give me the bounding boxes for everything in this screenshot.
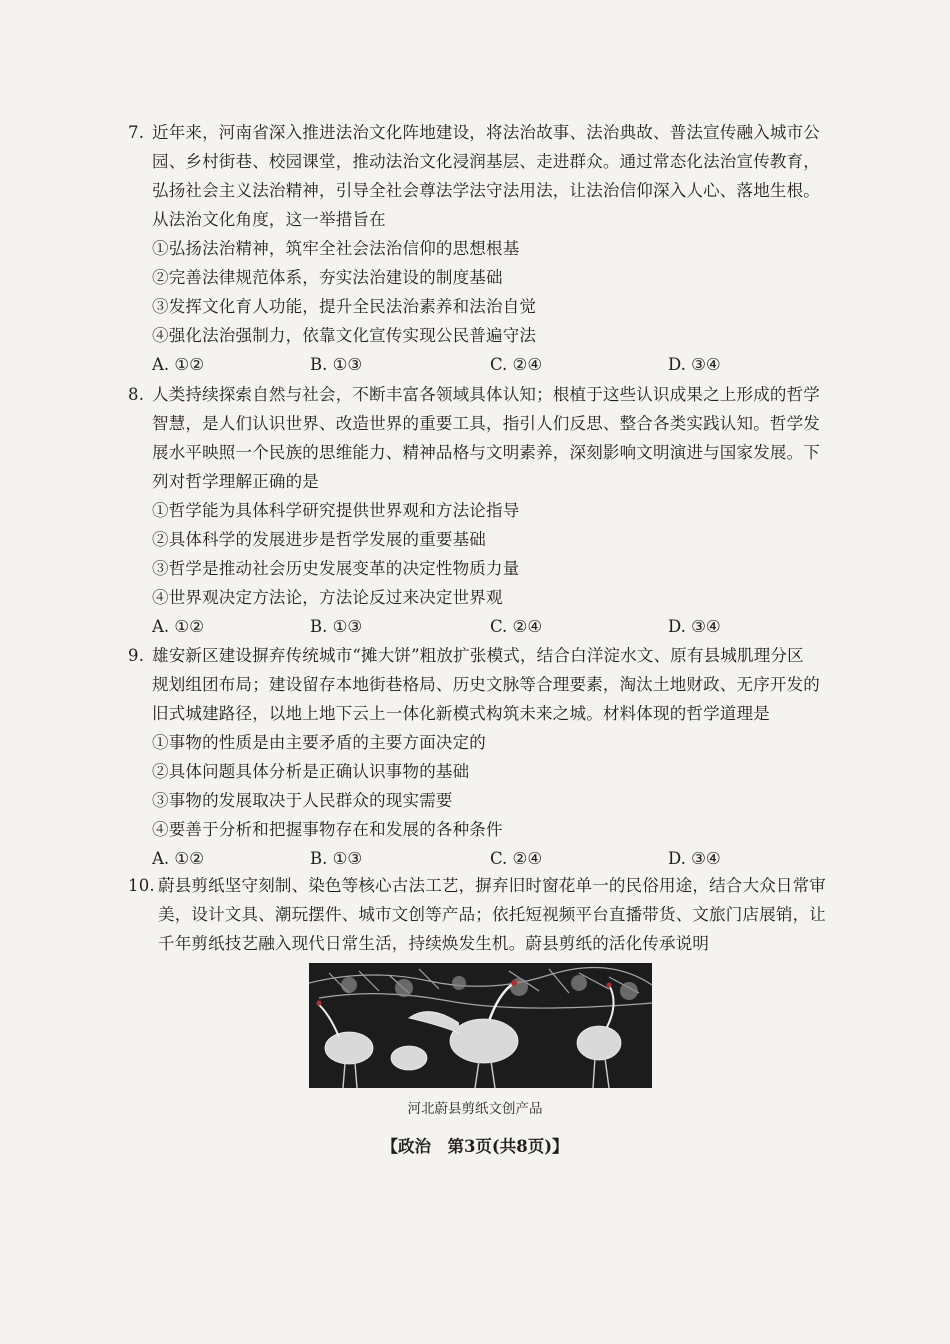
question-7 <box>128 118 828 379</box>
answer-choices <box>128 844 828 873</box>
question-stem-line: 10. 蔚县剪纸坚守刻制、染色等核心古法工艺，摒弃旧时窗花单一的民俗用途，结合大众日常审 <box>128 871 828 900</box>
choice-a: A. ①② <box>152 849 204 868</box>
statement-option: ③发挥文化育人功能，提升全民法治素养和法治自觉 <box>152 297 537 316</box>
statement-option: ②具体问题具体分析是正确认识事物的基础 <box>152 762 470 781</box>
choice-b: B. ①③ <box>310 617 363 636</box>
answer-choices <box>128 612 828 641</box>
choice-a: A. ①② <box>152 355 204 374</box>
statement-option: ④要善于分析和把握事物存在和发展的各种条件 <box>152 820 503 839</box>
choice-d: D. ③④ <box>668 617 721 636</box>
question-stem-line: 规划组团布局；建设留存本地街巷格局、历史文脉等合理要素，淘汰土地财政、无序开发的 <box>152 675 820 694</box>
statement-option: ①事物的性质是由主要矛盾的主要方面决定的 <box>152 733 486 752</box>
paper-cut-cranes-image <box>309 963 652 1088</box>
question-stem-line: 8. 人类持续探索自然与社会，不断丰富各领域具体认知；根植于这些认识成果之上形成的哲学 <box>128 380 828 409</box>
choice-d: D. ③④ <box>668 355 721 374</box>
statement-option: ④强化法治强制力，依靠文化宣传实现公民普遍守法 <box>152 326 537 345</box>
question-number: 9. <box>128 646 145 665</box>
question-stem-line: 7. 近年来，河南省深入推进法治文化阵地建设，将法治故事、法治典故、普法宣传融入城市公 <box>128 118 828 147</box>
question-number: 10. <box>128 876 155 895</box>
question-stem-line: 9. 雄安新区建设摒弃传统城市“摊大饼”粗放扩张模式，结合白洋淀水文、原有县城肌理分区 <box>128 641 828 670</box>
paper-cut-cranes-icon <box>309 963 652 1088</box>
choice-a: A. ①② <box>152 617 204 636</box>
statement-option: ③事物的发展取决于人民群众的现实需要 <box>152 791 453 810</box>
question-stem-line: 美，设计文具、潮玩摆件、城市文创等产品；依托短视频平台直播带货、文旅门店展销，让 <box>158 905 826 924</box>
question-stem-line: 园、乡村街巷、校园课堂，推动法治文化浸润基层、走进群众。通过常态化法治宣传教育， <box>152 152 820 171</box>
choice-b: B. ①③ <box>310 355 363 374</box>
choice-c: C. ②④ <box>490 849 543 868</box>
question-number: 8. <box>128 385 145 404</box>
question-8 <box>128 380 828 641</box>
question-stem-line: 千年剪纸技艺融入现代日常生活，持续焕发生机。蔚县剪纸的活化传承说明 <box>158 934 710 953</box>
question-number: 7. <box>128 123 145 142</box>
choice-d: D. ③④ <box>668 849 721 868</box>
question-10 <box>128 871 828 958</box>
choice-c: C. ②④ <box>490 617 543 636</box>
answer-choices <box>128 350 828 379</box>
question-9 <box>128 641 828 873</box>
question-stem-line: 智慧，是人们认识世界、改造世界的重要工具，指引人们反思、整合各类实践认知。哲学发 <box>152 414 820 433</box>
question-stem-line: 展水平映照一个民族的思维能力、精神品格与文明素养，深刻影响文明演进与国家发展。下 <box>152 443 820 462</box>
question-stem-line: 列对哲学理解正确的是 <box>152 472 319 491</box>
statement-option: ②具体科学的发展进步是哲学发展的重要基础 <box>152 530 486 549</box>
statement-option: ①哲学能为具体科学研究提供世界观和方法论指导 <box>152 501 520 520</box>
question-stem-line: 弘扬社会主义法治精神，引导全社会尊法学法守法用法，让法治信仰深入人心、落地生根。 <box>152 181 820 200</box>
choice-b: B. ①③ <box>310 849 363 868</box>
question-stem-line: 旧式城建路径，以地上地下云上一体化新模式构筑未来之城。材料体现的哲学道理是 <box>152 704 770 723</box>
statement-option: ②完善法律规范体系，夯实法治建设的制度基础 <box>152 268 503 287</box>
page-footer: 【政治 第3页(共8页)】 <box>381 1137 569 1156</box>
statement-option: ①弘扬法治精神，筑牢全社会法治信仰的思想根基 <box>152 239 520 258</box>
statement-option: ③哲学是推动社会历史发展变革的决定性物质力量 <box>152 559 520 578</box>
figure-caption: 河北蔚县剪纸文创产品 <box>407 1101 543 1117</box>
statement-option: ④世界观决定方法论，方法论反过来决定世界观 <box>152 588 503 607</box>
question-stem-line: 从法治文化角度，这一举措旨在 <box>152 210 386 229</box>
choice-c: C. ②④ <box>490 355 543 374</box>
